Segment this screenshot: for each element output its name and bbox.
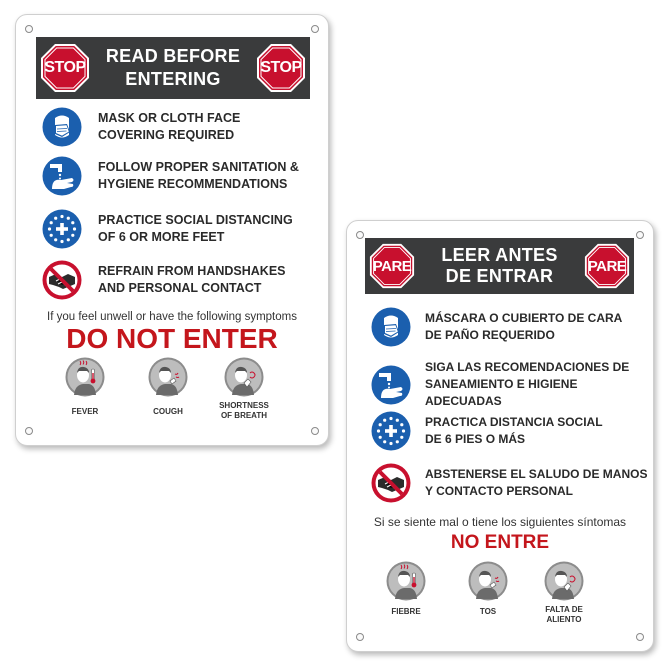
rule-text <box>98 159 299 193</box>
rule-item <box>42 156 299 196</box>
rule-line1: ABSTENERSE EL SALUDO DE MANOS <box>425 467 648 481</box>
mounting-hole <box>636 633 644 641</box>
stop-sign-text: PARE <box>372 257 412 275</box>
rule-text <box>425 466 647 500</box>
mounting-hole <box>25 427 33 435</box>
mounting-hole <box>356 633 364 641</box>
rule-item <box>371 359 653 410</box>
symptom-label <box>209 401 279 421</box>
rule-line1: PRACTICA DISTANCIA SOCIAL <box>425 415 603 429</box>
sign-header <box>36 37 310 99</box>
rule-line2: AND PERSONAL CONTACT <box>98 281 262 295</box>
symptom-intro: Si se siente mal o tiene los siguientes síntomas <box>373 515 627 529</box>
shortness-of-breath-icon <box>224 357 264 397</box>
mounting-hole <box>356 231 364 239</box>
sign-title-line1: LEER ANTES <box>441 245 558 265</box>
rule-line1: SIGA LAS RECOMENDACIONES DE <box>425 360 630 374</box>
rule-text <box>98 263 286 297</box>
mounting-hole <box>311 25 319 33</box>
sign-title-line2: ENTERING <box>125 69 221 89</box>
symptom-label-line2: ALIENTO <box>546 615 582 624</box>
stop-sign-icon <box>40 43 90 93</box>
social-distancing-icon <box>42 209 82 249</box>
no-handshake-icon <box>42 260 82 300</box>
symptom-label-line1: FIEBRE <box>391 607 421 616</box>
fever-icon <box>386 561 426 601</box>
rule-item <box>42 209 293 249</box>
rule-item <box>371 307 622 347</box>
symptom-label <box>50 407 120 417</box>
rule-line1: MASK OR CLOTH FACE <box>98 111 241 125</box>
rule-text <box>425 414 603 448</box>
rule-line2: DE PAÑO REQUERIDO <box>425 328 555 342</box>
english-sign <box>15 14 329 446</box>
rule-line1: REFRAIN FROM HANDSHAKES <box>98 264 286 278</box>
sign-title <box>90 45 256 91</box>
face-mask-icon <box>371 307 411 347</box>
rule-line2: COVERING REQUIRED <box>98 128 235 142</box>
rule-line2: SANEAMIENTO E HIGIENE ADECUADAS <box>425 377 578 408</box>
warning-text: NO ENTRE <box>450 532 550 553</box>
symptom-label <box>133 407 203 417</box>
sign-header <box>365 238 634 294</box>
stop-sign-text: PARE <box>587 257 627 275</box>
cough-icon <box>468 561 508 601</box>
rule-item <box>371 463 647 503</box>
symptom-label-line1: COUGH <box>153 407 183 416</box>
rule-item <box>42 107 240 147</box>
mounting-hole <box>25 25 33 33</box>
rule-line1: FOLLOW PROPER SANITATION & <box>98 160 299 174</box>
no-handshake-icon <box>371 463 411 503</box>
rule-item <box>42 260 286 300</box>
rule-line2: DE 6 PIES O MÁS <box>425 432 526 446</box>
sign-title-line2: DE ENTRAR <box>445 266 554 286</box>
rule-text <box>425 310 622 344</box>
stop-sign-icon <box>369 243 415 289</box>
symptom-label <box>529 605 599 625</box>
shortness-of-breath-icon <box>544 561 584 601</box>
cough-icon <box>148 357 188 397</box>
symptom-label-line1: TOS <box>479 607 497 616</box>
symptom-label-line1: FALTA DE <box>545 605 583 614</box>
hand-washing-icon <box>371 365 411 405</box>
rule-text <box>98 212 293 246</box>
stop-sign-icon <box>256 43 306 93</box>
hand-washing-icon <box>42 156 82 196</box>
stop-sign-text: STOP <box>44 59 86 76</box>
symptom-label-line1: FEVER <box>71 407 99 416</box>
social-distancing-icon <box>371 411 411 451</box>
spanish-sign <box>346 220 654 652</box>
sign-title-line1: READ BEFORE <box>105 46 241 66</box>
rule-line2: HYGIENE RECOMMENDATIONS <box>98 177 288 191</box>
rule-line2: OF 6 OR MORE FEET <box>98 230 225 244</box>
rule-text <box>98 110 240 144</box>
stop-sign-text: STOP <box>260 59 302 76</box>
mounting-hole <box>636 231 644 239</box>
rule-text <box>425 359 653 410</box>
symptom-label-line1: SHORTNESS <box>219 401 269 410</box>
rule-item <box>371 411 603 451</box>
rule-line1: MÁSCARA O CUBIERTO DE CARA <box>425 311 623 325</box>
mounting-hole <box>311 427 319 435</box>
symptom-label-line2: OF BREATH <box>220 411 268 420</box>
warning-text: DO NOT ENTER <box>66 323 278 354</box>
stop-sign-icon <box>584 243 630 289</box>
rule-line1: PRACTICE SOCIAL DISTANCING <box>98 213 293 227</box>
symptom-label <box>453 607 523 617</box>
symptom-intro: If you feel unwell or have the following symptoms <box>47 311 297 323</box>
symptom-label <box>371 607 441 617</box>
face-mask-icon <box>42 107 82 147</box>
fever-icon <box>65 357 105 397</box>
rule-line2: Y CONTACTO PERSONAL <box>425 484 574 498</box>
sign-title <box>415 245 584 287</box>
